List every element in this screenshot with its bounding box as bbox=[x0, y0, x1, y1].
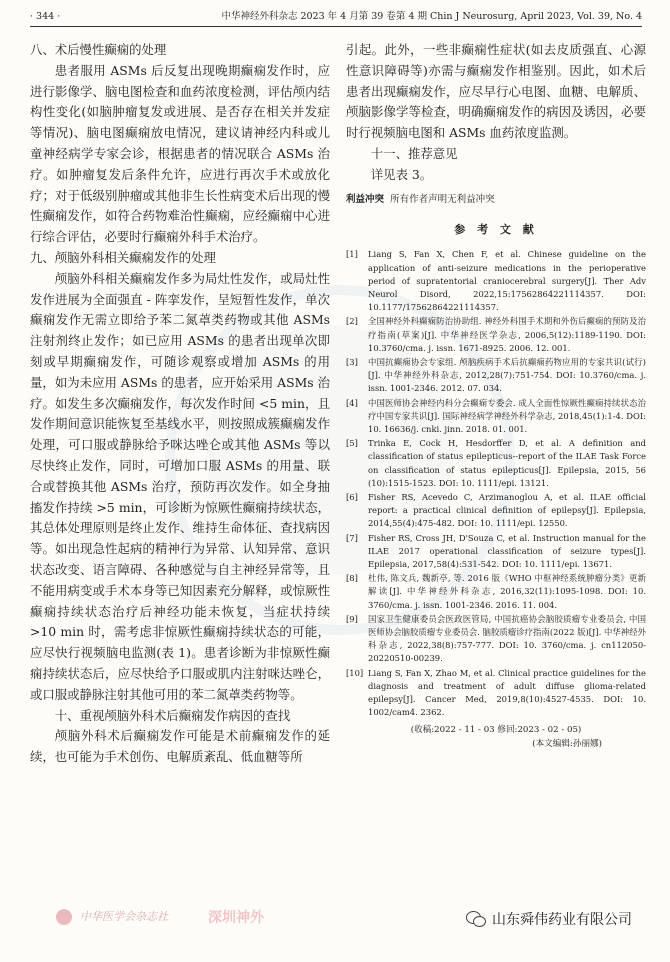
reference-number: [9] bbox=[346, 613, 358, 624]
reference-item bbox=[346, 437, 646, 490]
reference-number: [10] bbox=[346, 667, 364, 678]
reference-item bbox=[346, 572, 646, 612]
reference-item bbox=[346, 667, 646, 720]
reference-text: 中国医师协会神经内科分会癫痫专委会. 成人全面性惊厥性癫痫持续状态治疗中国专家共识[J]. 国际神经病学神经外科学杂志, 2018,45(1):1-4. DOI: 10. 16636/j. cnki. jinn. 2018. 01. 001. bbox=[368, 397, 646, 435]
reference-text: Fisher RS, Cross JH, D'Souza C, et al. Instruction manual for the ILAE 2017 operational classification of seizure types[J]. Epilepsia, 2017,58(4):531-542. DOI: 10. 1111/epi. 13671. bbox=[368, 532, 646, 570]
reference-text: Liang S, Fan X, Chen F, et al. Chinese guideline on the application of anti-seizure medications in the perioperative period of supratentorial craniocerebral surgery[J]. Ther Adv Neurol Disord, 2022,15:17562864221114357. DOI: 10.1177/17562864221114357. bbox=[368, 249, 646, 313]
section-10-paragraph-continued: 引起。此外，一些非癫痫性症状(如去皮质强直、心源性意识障碍等)亦需与癫痫发作相鉴别。因此，如术后患者出现癫痫发作，应尽早行心电图、血糖、电解质、颅脑影像学等检查，明确癫痫发作的病因及诱因，必要时行视频脑电图和 ASMs 血药浓度监测。 bbox=[346, 42, 646, 141]
publisher-logo-icon bbox=[56, 909, 72, 925]
reference-number: [5] bbox=[346, 438, 358, 449]
received-revised-dates: (收稿:2022 - 11 - 03 修回:2023 - 02 - 05) bbox=[410, 725, 582, 736]
footer-watermark-text: 深圳神外 bbox=[208, 910, 264, 926]
section-10-paragraph: 颅脑外科术后癫痫发作可能是术前癫痫发作的延续，也可能为手术创伤、电解质紊乱、低血糖等所 bbox=[30, 728, 330, 765]
reference-text: Trinka E, Cock H, Hesdorffer D, et al. A definition and classification of status epilepticus--report of the ILAE Task Force on classification of status epilepticus[J]. Epilepsia, 2015, 56 (10):1515-1523. DOI: 10. 1111/epi. 13121. bbox=[368, 438, 646, 488]
reference-text: Fisher RS, Acevedo C, Arzimanoglou A, et al. ILAE official report: a practical clinical definition of epilepsy[J]. Epilepsia, 2014,55(4):475-482. DOI: 10. 1111/epi. 12550. bbox=[368, 492, 646, 529]
reference-number: [6] bbox=[346, 492, 358, 503]
reference-number: [4] bbox=[346, 397, 358, 408]
wechat-account-badge[interactable] bbox=[466, 909, 632, 929]
wechat-icon bbox=[466, 911, 486, 927]
reference-text: 全国神经外科癫痫防治协助组. 神经外科围手术期和外伤后癫痫的预防及治疗指南(草案)[J]. 中华神经医学杂志, 2006,5(12):1189-1190. DOI: 10.3760/cma. j. issn. 1671-8925. 2006. 12. 001. bbox=[368, 316, 646, 353]
left-column bbox=[30, 40, 330, 768]
reference-number: [2] bbox=[346, 316, 358, 327]
reference-item bbox=[346, 356, 646, 396]
reference-item bbox=[346, 532, 646, 572]
section-11-paragraph: 详见表 3。 bbox=[370, 166, 433, 182]
reference-text: 中国抗癫痫协会专家组. 颅脑疾病手术后抗癫痫药物应用的专家共识(试行)[J]. 中华神经外科杂志, 2012,28(7):751-754. DOI: 10.3760/cma. j. issn. 1001-2346. 2012. 07. 034. bbox=[368, 357, 646, 394]
reference-number: [1] bbox=[346, 249, 358, 260]
reference-item bbox=[346, 248, 646, 314]
conflict-of-interest-text: 所有作者声明无利益冲突 bbox=[390, 193, 495, 205]
reference-item bbox=[346, 315, 646, 355]
editor-credit: (本文编辑:孙丽娜) bbox=[532, 739, 602, 750]
references-heading: 参 考 文 献 bbox=[454, 222, 538, 236]
section-8-paragraph: 患者服用 ASMs 后反复出现晚期癫痫发作时，应进行影像学、脑电图检查和血药浓度检测，评估颅内结构性变化(如脑肿瘤复发或进展、是否存在相关并发症等情况)、脑电图癫痫放电情况，建议请神经内科或儿童神经病学专家会诊，根据患者的情况联合 ASMs 治疗。如肿瘤复发后条件允许，应进行再次手术或放化疗；对于低级别肿瘤或其他非生长性病变术后出现的慢性癫痫发作，如符合药物难治性癫痫，应经癫痫中心进行综合评估，必要时行癫痫外科手术治疗。 bbox=[30, 62, 330, 245]
reference-number: [7] bbox=[346, 532, 358, 543]
section-heading-9: 九、颅脑外科相关癫痫发作的处理 bbox=[30, 249, 216, 265]
right-column bbox=[346, 40, 646, 751]
reference-text: Liang S, Fan X, Zhao M, et al. Clinical practice guidelines for the diagnosis and treatment of adult diffuse glioma-related epilepsy[J]. Cancer Med, 2019,8(10):4527-4535. DOI: 10. 1002/cam4. 2362. bbox=[368, 667, 646, 718]
reference-text: 国家卫生健康委员会医政医管局, 中国抗癌协会脑胶质瘤专业委员会, 中国医师协会脑胶质瘤专业委员会. 脑胶质瘤诊疗指南(2022 版)[J]. 中华神经外科杂志, 2022,38(8):757-777. DOI: 10. 3760/cma. j. cn112050-20220510-00239. bbox=[368, 613, 646, 664]
conflict-of-interest bbox=[346, 192, 646, 208]
journal-citation: 中华神经外科杂志 2023 年 4 月第 39 卷第 4 期 Chin J Neurosurg, April 2023, Vol. 39, No. 4 bbox=[221, 11, 642, 22]
publisher-brand: 中华医学会杂志社 bbox=[80, 910, 168, 923]
section-heading-11: 十一、推荐意见 bbox=[370, 145, 458, 161]
reference-item bbox=[346, 613, 646, 666]
page-footer bbox=[20, 895, 650, 935]
reference-item bbox=[346, 491, 646, 531]
section-heading-8: 八、术后慢性癫痫的处理 bbox=[30, 42, 167, 57]
reference-number: [3] bbox=[346, 357, 358, 367]
wechat-account-name: 山东舜伟药业有限公司 bbox=[492, 912, 632, 928]
reference-item bbox=[346, 397, 646, 437]
reference-number: [8] bbox=[346, 573, 358, 584]
reference-list bbox=[346, 248, 646, 719]
conflict-of-interest-label: 利益冲突 bbox=[346, 193, 385, 205]
page-number: · 344 · bbox=[30, 11, 61, 22]
section-9-paragraph: 颅脑外科相关癫痫发作多为局灶性发作，或局灶性发作进展为全面强直 - 阵挛发作，呈短暂性发作，单次癫痫发作无需立即给予苯二氮䓬类药物或其他 ASMs 注射剂终止发作；如已应用 ASMs 的患者出现单次即刻或早期癫痫发作，可随诊观察或增加 ASMs 的用量，如为未应用 ASMs 的患者，应开始采用 ASMs 治疗。如发生多次癫痫发作，每次发作时间 <5 min，且发作期间意识能恢复至基线水平，则按照成簇癫痫发作处理，可口服或静脉给予咪达唑仑或其他 ASMs 等以尽快终止发作，同时，可增加口服 ASMs 的用量、联合或替换其他 ASMs 治疗，预防再次发作。如全身抽搐发作持续 >5 min，可诊断为惊厥性癫痫持续状态，其总体处理原则是终止发作、维持生命体征、查找病因等。如出现急性起病的精神行为异常、认知异常、意识状态改变、语言障碍、各种感觉与自主神经异常等，且不能用病变或手术本身等已知因素充分解释，或惊厥性癫痫持续状态治疗后神经功能未恢复，当症状持续 >10 min 时，需考虑非惊厥性癫痫持续状态的可能，应尽快行视频脑电监测(表 1)。患者诊断为非惊厥性癫痫持续状态后，应尽快给予口服或肌内注射咪达唑仑，或口服或静脉注射其他可用的苯二氮䓬类药物等。 bbox=[30, 270, 330, 702]
reference-text: 杜伟, 陈文兵, 魏新亭, 等. 2016 版《WHO 中枢神经系统肿瘤分类》更新解读[J]. 中华神经外科杂志, 2016,32(11):1095-1098. DOI: 10. 3760/cma. j. issn. 1001-2346. 2016. 11. 004. bbox=[368, 573, 646, 610]
section-heading-10: 十、重视颅脑外科术后癫痫发作病因的查找 bbox=[54, 707, 291, 723]
running-head bbox=[30, 8, 642, 27]
